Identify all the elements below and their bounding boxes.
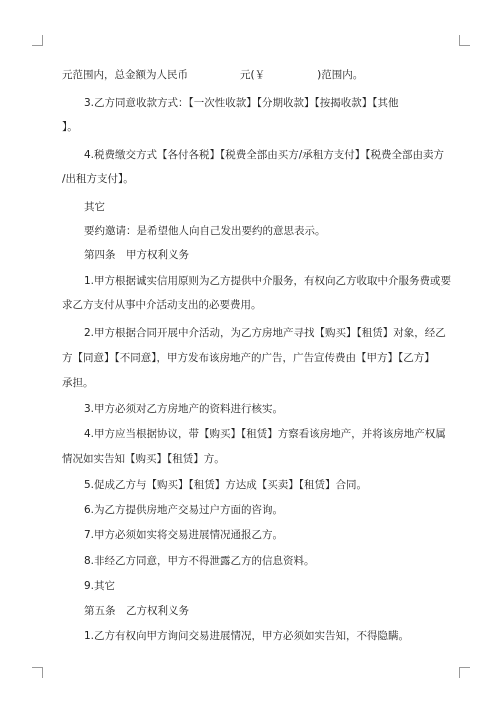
- crop-mark-bottom-right: [459, 667, 470, 678]
- paragraph-line: 】。: [62, 121, 78, 133]
- amount-text-part3: )范围内。: [317, 69, 364, 81]
- paragraph-line: 承担。: [62, 377, 94, 389]
- amount-text-part2: 元(￥: [240, 69, 266, 81]
- paragraph-line: 1.乙方有权向甲方询问交易进展情况，甲方必须如实告知，不得隐瞒。: [84, 630, 410, 642]
- paragraph-line: 1.甲方根据诚实信用原则为乙方提供中介服务，有权向乙方收取中介服务费或要: [84, 275, 452, 287]
- section-heading: 第五条 乙方权利义务: [84, 605, 189, 617]
- crop-mark-top-left: [32, 35, 43, 46]
- crop-mark-bottom-left: [32, 667, 43, 678]
- paragraph-line: 情况如实告知【购买】【租赁】方。: [62, 453, 225, 465]
- paragraph-line: 9.其它: [84, 580, 116, 592]
- paragraph-line: 8.非经乙方同意，甲方不得泄露乙方的信息资料。: [84, 555, 315, 567]
- paragraph-line: 求乙方支付从事中介活动支出的必要费用。: [62, 299, 262, 311]
- paragraph-line: 4.税费缴交方式【各付各税】【税费全部由买方/承租方支付】【税费全部由卖方: [84, 149, 445, 161]
- paragraph-line: 2.甲方根据合同开展中介活动，为乙方房地产寻找【购买】【租赁】对象，经乙: [84, 327, 446, 339]
- section-heading: 其它: [84, 201, 105, 213]
- paragraph-line: 3.乙方同意收款方式：【一次性收款】【分期收款】【按揭收款】【其他: [84, 97, 399, 109]
- section-heading: 第四条 甲方权利义务: [84, 249, 189, 261]
- paragraph-line: 4.甲方应当根据协议，带【购买】【租赁】方察看该房地产，并将该房地产权属: [84, 428, 446, 440]
- paragraph-line: 5.促成乙方与【购买】【租赁】方达成【买卖】【租赁】合同。: [84, 479, 368, 491]
- paragraph-line: 6.为乙方提供房地产交易过户方面的咨询。: [84, 504, 284, 516]
- paragraph-line: 7.甲方必须如实将交易进展情况通报乙方。: [84, 529, 284, 541]
- paragraph-line: 要约邀请：是希望他人向自己发出要约的意思表示。: [84, 225, 326, 237]
- paragraph-line: 方【同意】【不同意】，甲方发布该房地产的广告，广告宣传费由【甲方】【乙方】: [62, 352, 435, 364]
- paragraph-line: /出租方支付】。: [62, 173, 134, 185]
- crop-mark-top-right: [459, 35, 470, 46]
- amount-text-part1: 元范围内，总金额为人民币: [62, 69, 188, 81]
- paragraph-line: 3.甲方必须对乙方房地产的资料进行核实。: [84, 403, 284, 415]
- paragraph-amount-range: [62, 68, 363, 82]
